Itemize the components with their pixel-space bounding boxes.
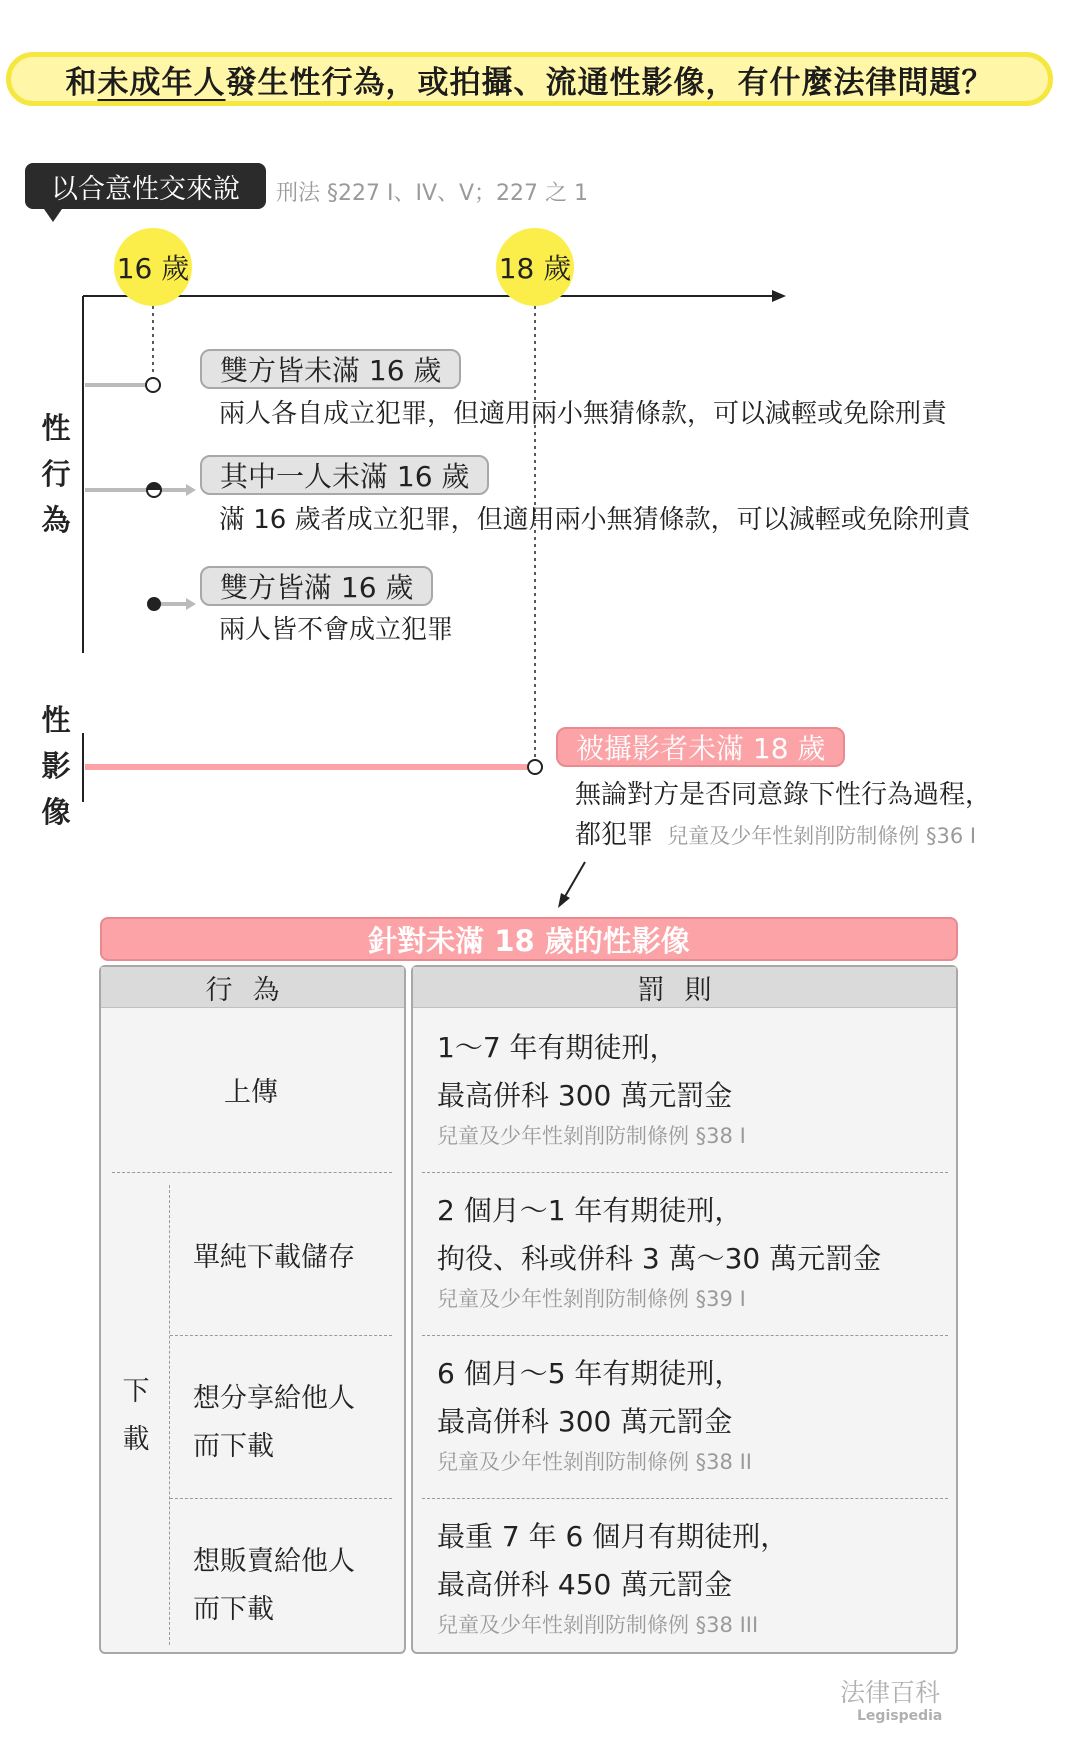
action-download-share	[193, 1375, 355, 1471]
row-divider	[112, 1172, 392, 1173]
row-divider	[422, 1172, 948, 1173]
image-case-line2	[575, 814, 976, 851]
penalty-download-share	[437, 1350, 752, 1476]
image-case-line2-text: 都犯罪	[575, 820, 654, 850]
action-download-sell-line1: 想販賣給他人	[193, 1546, 355, 1577]
row-divider	[170, 1498, 392, 1499]
penalty-download-store-line2: 拘役、科或併科 3 萬～30 萬元罰金	[437, 1242, 882, 1275]
scenario-tag-both-under-16: 雙方皆未滿 16 歲	[200, 349, 461, 389]
scenario-tag-both-over-16: 雙方皆滿 16 歲	[200, 566, 433, 606]
action-download-sell	[193, 1538, 355, 1634]
penalty-download-sell-line2: 最高併科 450 萬元罰金	[437, 1568, 733, 1601]
penalty-download-sell-reference: 兒童及少年性剝削防制條例 §38 III	[437, 1613, 759, 1637]
penalty-column-header: 罰則	[413, 967, 956, 1008]
penalty-download-share-line2: 最高併科 300 萬元罰金	[437, 1405, 733, 1438]
action-upload: 上傳	[224, 1077, 278, 1108]
penalty-upload-reference: 兒童及少年性剝削防制條例 §38 I	[437, 1124, 746, 1148]
arrow-to-table	[563, 862, 585, 900]
image-marker	[528, 760, 542, 774]
image-case-reference: 兒童及少年性剝削防制條例 §36 I	[667, 824, 977, 848]
context-reference: 刑法 §227 I、IV、V；227 之 1	[276, 181, 589, 206]
age-18-marker: 18 歲	[496, 228, 574, 306]
section-label-sex-act	[36, 405, 76, 543]
scenario3-marker	[147, 597, 161, 611]
title-suffix: 發生性行為，或拍攝、流通性影像，有什麼法律問題？	[225, 64, 994, 101]
context-badge: 以合意性交來說	[25, 163, 266, 209]
scenario-desc-both-under-16: 兩人各自成立犯罪，但適用兩小無猜條款，可以減輕或免除刑責	[219, 399, 948, 429]
row-divider	[170, 1335, 392, 1336]
penalty-download-sell	[437, 1513, 788, 1639]
section-label-sex-image	[36, 697, 76, 835]
action-download-share-line1: 想分享給他人	[193, 1383, 355, 1414]
brand-logo-text: 法律百科	[840, 1678, 941, 1707]
image-case-line1: 無論對方是否同意錄下性行為過程，	[575, 780, 992, 810]
penalty-download-share-line1: 6 個月～5 年有期徒刑，	[437, 1357, 743, 1390]
penalty-upload-line1: 1～7 年有期徒刑，	[437, 1031, 678, 1064]
image-case-tag: 被攝影者未滿 18 歲	[556, 727, 845, 767]
action-column-header: 行為	[101, 967, 404, 1008]
scenario1-marker	[146, 378, 160, 392]
penalty-table-header: 針對未滿 18 歲的性影像	[100, 917, 958, 961]
penalty-upload-line2: 最高併科 300 萬元罰金	[437, 1079, 733, 1112]
penalty-download-sell-line1: 最重 7 年 6 個月有期徒刑，	[437, 1520, 789, 1553]
age-16-marker: 16 歲	[114, 228, 192, 306]
brand-logo-subtext: Legispedia	[857, 1708, 943, 1724]
penalty-download-store	[437, 1187, 881, 1313]
timeline-arrowhead	[772, 290, 786, 302]
scenario-tag-one-under-16: 其中一人未滿 16 歲	[200, 455, 489, 495]
scenario-desc-one-under-16: 滿 16 歲者成立犯罪，但適用兩小無猜條款，可以減輕或免除刑責	[219, 505, 971, 535]
action-download-share-line2: 而下載	[193, 1431, 274, 1462]
action-download-store: 單純下載儲存	[193, 1242, 355, 1273]
download-group-label	[121, 1368, 151, 1464]
penalty-upload	[437, 1024, 746, 1150]
penalty-download-store-line1: 2 個月～1 年有期徒刑，	[437, 1194, 743, 1227]
download-label-char2: 載	[122, 1424, 150, 1455]
penalty-download-store-reference: 兒童及少年性剝削防制條例 §39 I	[437, 1287, 746, 1311]
row-divider	[422, 1335, 948, 1336]
title-underlined: 未成年人	[97, 64, 226, 101]
row-divider	[422, 1498, 948, 1499]
penalty-download-share-reference: 兒童及少年性剝削防制條例 §38 II	[437, 1450, 752, 1474]
section-label-sex-act-text: 性行為	[41, 411, 71, 537]
scenario2-arrowhead	[186, 484, 196, 496]
scenario-desc-both-over-16: 兩人皆不會成立犯罪	[219, 615, 454, 645]
action-download-sell-line2: 而下載	[193, 1594, 274, 1625]
download-label-char1: 下	[122, 1376, 150, 1407]
section-label-sex-image-text: 性影像	[41, 703, 71, 829]
scenario3-arrowhead	[186, 598, 196, 610]
title-prefix: 和	[65, 64, 98, 101]
download-group-divider	[169, 1185, 170, 1645]
